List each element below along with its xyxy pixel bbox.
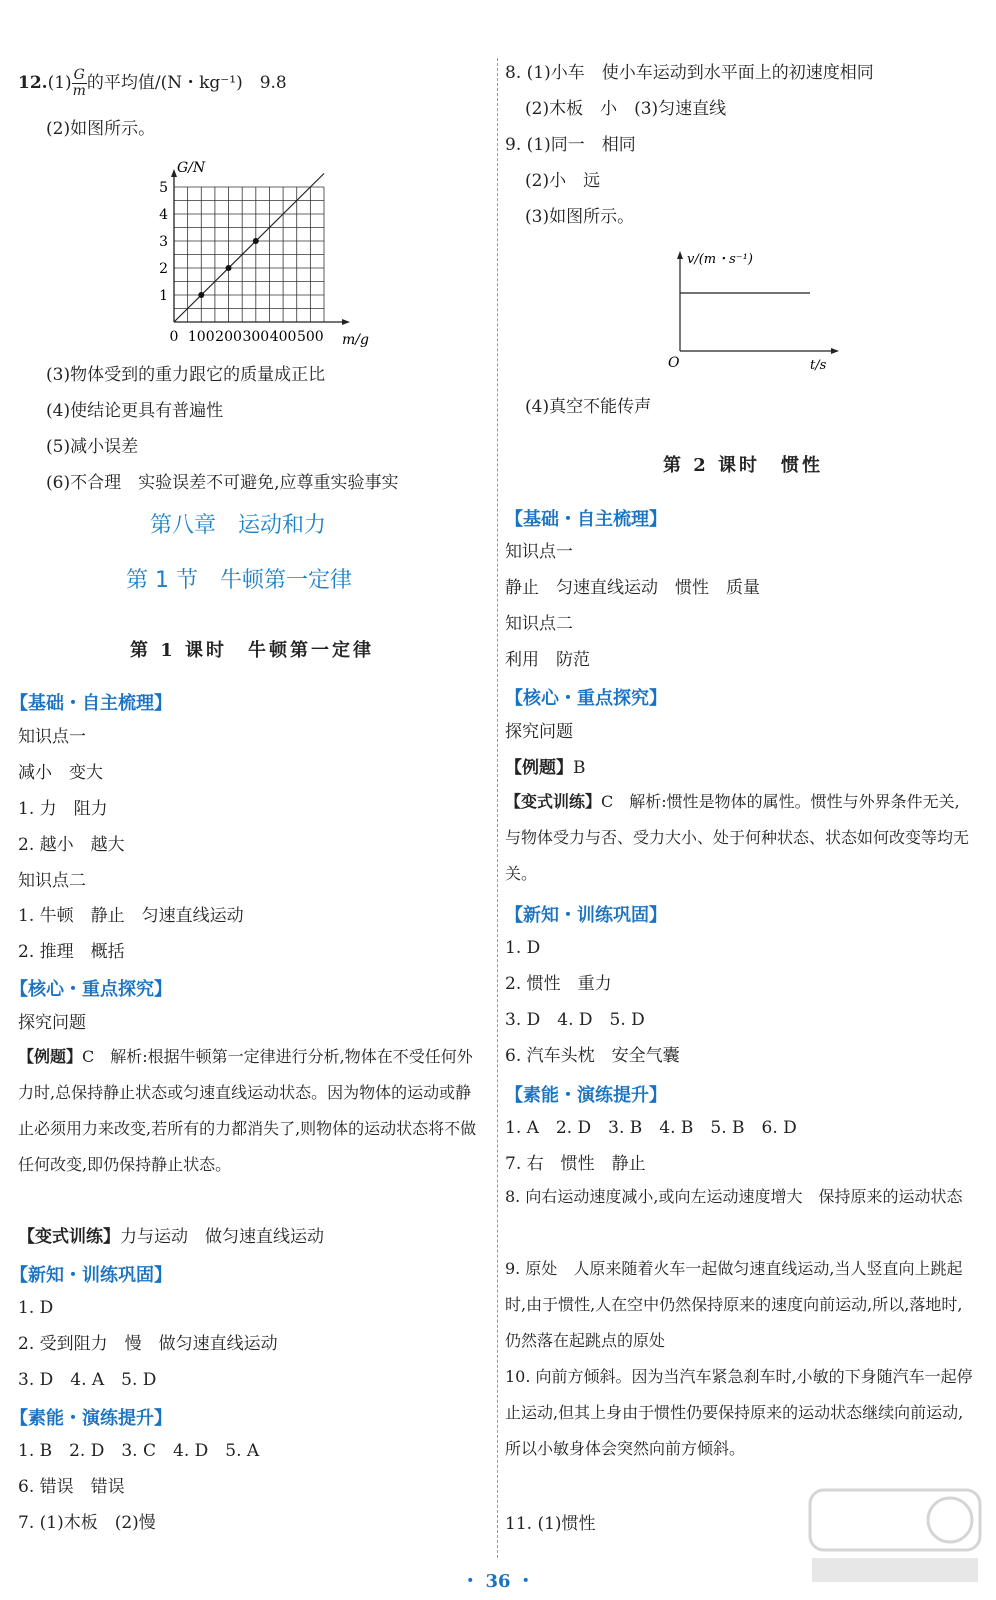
r-new-item-1: 1. D bbox=[505, 938, 541, 958]
chart1-ylabel: G/N bbox=[177, 160, 206, 176]
x-tick-label: 400 bbox=[269, 329, 297, 345]
lesson2-title: 第 2 课时 惯性 bbox=[663, 455, 824, 476]
r-k2-answer: 利用 防范 bbox=[505, 650, 590, 670]
r-new-item-3: 3. D 4. D 5. D bbox=[505, 1010, 645, 1030]
chapter-title: 第八章 运动和力 bbox=[150, 513, 327, 538]
velocity-time-chart bbox=[665, 245, 845, 380]
section-basic: 【基础・自主梳理】 bbox=[10, 693, 172, 714]
r-skill-item-1: 1. A 2. D 3. B 4. B 5. B 6. D bbox=[505, 1118, 797, 1138]
gravity-mass-chart bbox=[150, 150, 390, 350]
x-tick-label: 500 bbox=[296, 329, 324, 345]
r-skill-item-9: 9. 原处 人原来随着火车一起做匀速直线运动,当人竖直向上跳起时,由于惯性,人在空中仍然保持原来的速度向前运动,所以,落地时,仍然落在起跳点的原处 bbox=[505, 1259, 963, 1350]
r-item-9-1: 9. (1)同一 相同 bbox=[505, 135, 636, 155]
r-example: 【例题】B bbox=[505, 758, 586, 778]
r-knowledge-point-2: 知识点二 bbox=[505, 614, 573, 634]
skill-item-7: 7. (1)木板 (2)慢 bbox=[18, 1513, 156, 1533]
r-item-9-2: (2)小 远 bbox=[525, 171, 601, 191]
section-title: 第 1 节 牛顿第一定律 bbox=[126, 568, 352, 593]
r-section-core: 【核心・重点探究】 bbox=[505, 688, 667, 709]
new-item-2: 2. 受到阻力 慢 做匀速直线运动 bbox=[18, 1334, 278, 1354]
q12-part5: (5)减小误差 bbox=[46, 437, 139, 457]
y-tick-label: 5 bbox=[159, 180, 168, 196]
r-skill-item-8: 8. 向右运动速度减小,或向左运动速度增大 保持原来的运动状态 bbox=[505, 1187, 963, 1206]
column-divider bbox=[497, 58, 498, 1558]
skill-item-1: 1. B 2. D 3. C 4. D 5. A bbox=[18, 1441, 260, 1461]
r-probe-question: 探究问题 bbox=[505, 722, 573, 742]
chart2-ylabel: v/(m・s⁻¹) bbox=[687, 252, 753, 267]
q12-part3: (3)物体受到的重力跟它的质量成正比 bbox=[46, 365, 326, 385]
r-knowledge-point-1: 知识点一 bbox=[505, 542, 573, 562]
section-core: 【核心・重点探究】 bbox=[10, 979, 172, 1000]
watermark-logo bbox=[800, 1480, 990, 1590]
y-tick-label: 4 bbox=[159, 207, 168, 223]
data-point bbox=[253, 238, 259, 244]
x-tick-label: 200 bbox=[215, 329, 242, 345]
chart2-y-arrow bbox=[677, 251, 683, 259]
q12-part6: (6)不合理 实验误差不可避免,应尊重实验事实 bbox=[46, 473, 399, 493]
r-item-9-4: (4)真空不能传声 bbox=[525, 397, 652, 417]
x-axis-arrow bbox=[342, 319, 350, 325]
new-item-3: 3. D 4. A 5. D bbox=[18, 1370, 157, 1390]
data-point bbox=[198, 292, 204, 298]
r-skill-item-10: 10. 向前方倾斜。因为当汽车紧急刹车时,小敏的下身随汽车一起停止运动,但其上身由于惯性仍要保持原来的运动状态继续向前运动,所以小敏身体会突然向前方倾斜。 bbox=[505, 1367, 973, 1458]
q12-part4: (4)使结论更具有普遍性 bbox=[46, 401, 224, 421]
chart2-xlabel: t/s bbox=[810, 358, 827, 373]
r-new-item-2: 2. 惯性 重力 bbox=[505, 974, 612, 994]
x-tick-label: 0 bbox=[169, 329, 179, 345]
page-number: ・ 36 ・ bbox=[461, 1571, 535, 1592]
r-section-skill: 【素能・演练提升】 bbox=[505, 1085, 667, 1106]
example-paragraph: 【例题】C 解析:根据牛顿第一定律进行分析,物体在不受任何外力时,总保持静止状态或匀速直线运动状态。因为物体的运动或静止必须用力来改变,若所有的力都消失了,则物体的运动状态将不做任何改变,即仍保持静止状态。 bbox=[18, 1047, 477, 1174]
r-item-8-2: (2)木板 小 (3)匀速直线 bbox=[525, 99, 727, 119]
chart2-x-arrow bbox=[831, 348, 839, 354]
r-item-9-3: (3)如图所示。 bbox=[525, 207, 635, 227]
r-skill-item-11: 11. (1)惯性 bbox=[505, 1514, 596, 1534]
variant-training: 【变式训练】力与运动 做匀速直线运动 bbox=[18, 1227, 324, 1247]
y-tick-label: 1 bbox=[159, 288, 168, 304]
k1-item-1: 1. 力 阻力 bbox=[18, 799, 108, 819]
knowledge-point-2: 知识点二 bbox=[18, 871, 86, 891]
r-new-item-6: 6. 汽车头枕 安全气囊 bbox=[505, 1046, 680, 1066]
new-item-1: 1. D bbox=[18, 1298, 54, 1318]
r-skill-item-7: 7. 右 惯性 静止 bbox=[505, 1154, 646, 1174]
r-section-basic: 【基础・自主梳理】 bbox=[505, 509, 667, 530]
fraction-g-over-m: $\frac{G}{m}$ bbox=[72, 67, 86, 99]
k1-item-2: 2. 越小 越大 bbox=[18, 835, 125, 855]
section-new: 【新知・训练巩固】 bbox=[10, 1265, 172, 1286]
y-tick-label: 2 bbox=[159, 261, 168, 277]
section-skill: 【素能・演练提升】 bbox=[10, 1408, 172, 1429]
probe-question: 探究问题 bbox=[18, 1013, 86, 1033]
data-point bbox=[226, 265, 232, 271]
x-tick-label: 100 bbox=[187, 329, 215, 345]
chart2-origin: O bbox=[668, 355, 680, 371]
knowledge-point-1: 知识点一 bbox=[18, 727, 86, 747]
r-k1-answer: 静止 匀速直线运动 惯性 质量 bbox=[505, 578, 760, 598]
y-tick-label: 3 bbox=[159, 234, 168, 250]
lesson-title: 第 1 课时 牛顿第一定律 bbox=[130, 640, 375, 661]
x-tick-label: 300 bbox=[242, 329, 270, 345]
chart1-xlabel: m/g bbox=[342, 332, 369, 348]
k2-item-2: 2. 推理 概括 bbox=[18, 942, 125, 962]
fit-line bbox=[174, 174, 324, 323]
q12-part1: 12.(1) $\frac{G}{m}$ 的平均值/(N・kg⁻¹) 9.8 bbox=[18, 67, 287, 99]
r-variant-paragraph: 【变式训练】C 解析:惯性是物体的属性。惯性与外界条件无关,与物体受力与否、受力大小、处于何种状态、状态如何改变等均无关。 bbox=[505, 792, 970, 883]
r-section-new: 【新知・训练巩固】 bbox=[505, 905, 667, 926]
k1-answer: 减小 变大 bbox=[18, 763, 103, 783]
q12-part2: (2)如图所示。 bbox=[46, 119, 156, 139]
k2-item-1: 1. 牛顿 静止 匀速直线运动 bbox=[18, 906, 244, 926]
r-item-8-1: 8. (1)小车 使小车运动到水平面上的初速度相同 bbox=[505, 63, 874, 83]
skill-item-6: 6. 错误 错误 bbox=[18, 1477, 125, 1497]
